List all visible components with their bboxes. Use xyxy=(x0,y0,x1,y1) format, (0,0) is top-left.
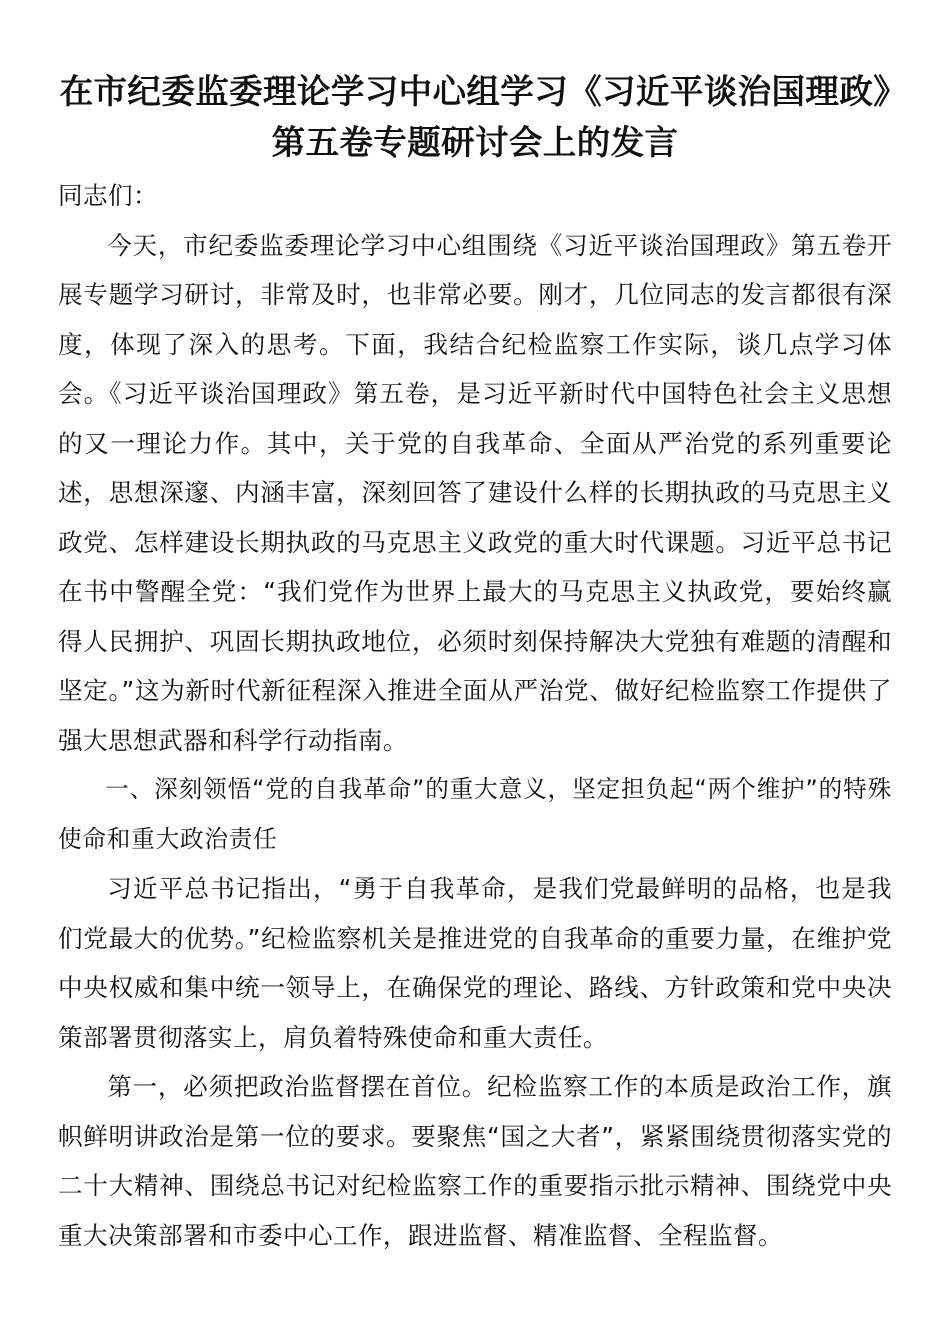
paragraph-political-supervision: 第一，必须把政治监督摆在首位。纪检监察工作的本质是政治工作，旗帜鲜明讲政治是第一位的要求。要聚焦“国之大者”，紧紧围绕贯彻落实党的二十大精神、围绕总书记对纪检监察工作的重要指示批示精神、围绕党中央重大决策部署和市委中心工作，跟进监督、精准监督、全程监督。 xyxy=(58,1072,892,1250)
document-title: 在市纪委监委理论学习中心组学习《习近平谈治国理政》第五卷专题研讨会上的发言 xyxy=(59,72,891,162)
paragraph-self-revolution: 习近平总书记指出，“勇于自我革命，是我们党最鲜明的品格，也是我们党最大的优势。”纪检监察机关是推进党的自我革命的重要力量，在维护党中央权威和集中统一领导上，在确保党的理论、路线、方针政策和党中央决策部署贯彻落实上，肩负着特殊使命和重大责任。 xyxy=(58,874,892,1052)
paragraph-intro: 今天，市纪委监委理论学习中心组围绕《习近平谈治国理政》第五卷开展专题学习研讨，非常及时，也非常必要。刚才，几位同志的发言都很有深度，体现了深入的思考。下面，我结合纪检监察工作实际，谈几点学习体会。《习近平谈治国理政》第五卷，是习近平新时代中国特色社会主义思想的又一理论力作。其中，关于党的自我革命、全面从严治党的系列重要论述，思想深邃、内涵丰富，深刻回答了建设什么样的长期执政的马克思主义政党、怎样建设长期执政的马克思主义政党的重大时代课题。习近平总书记在书中警醒全党：“我们党作为世界上最大的马克思主义执政党，要始终赢得人民拥护、巩固长期执政地位，必须时刻保持解决大党独有难题的清醒和坚定。”这为新时代新征程深入推进全面从严治党、做好纪检监察工作提供了强大思想武器和科学行动指南。 xyxy=(58,230,892,755)
greeting: 同志们： xyxy=(58,181,158,210)
document-body xyxy=(58,171,892,1260)
section-heading-1: 一、深刻领悟“党的自我革命”的重大意义，坚定担负起“两个维护”的特殊使命和重大政治责任 xyxy=(58,775,892,853)
